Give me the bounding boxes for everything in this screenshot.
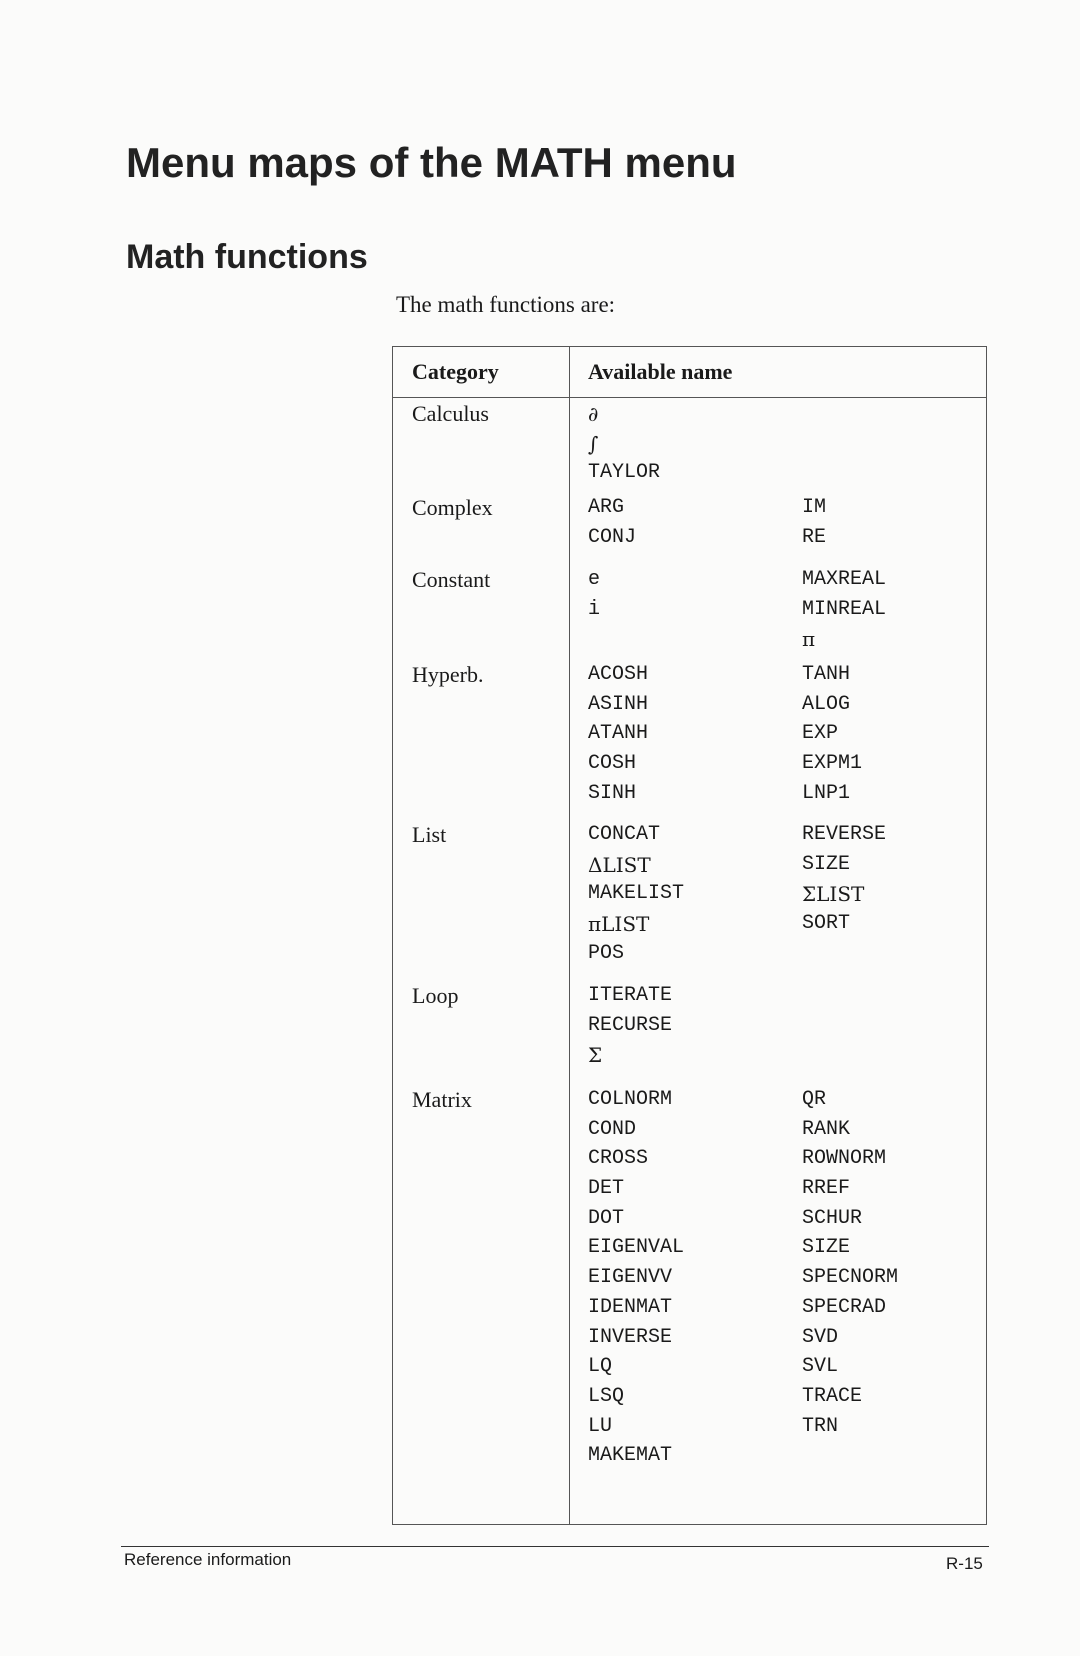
function-name: MAXREAL <box>802 568 887 591</box>
function-name: Σ <box>588 1043 603 1068</box>
function-name: CONCAT <box>588 823 661 846</box>
function-name: CROSS <box>588 1147 649 1171</box>
function-name: TRN <box>802 1414 839 1438</box>
section-heading: Math functions <box>126 238 368 276</box>
footer-section-title: Reference information <box>124 1550 292 1569</box>
names-column-left <box>588 1085 684 1471</box>
function-name: ΣLIST <box>802 882 865 907</box>
function-name: ROWNORM <box>802 1147 887 1171</box>
names-column-right <box>802 493 826 552</box>
names-column-left <box>588 981 672 1070</box>
header-category: Category <box>412 359 499 384</box>
function-name: ∂ <box>588 402 599 426</box>
function-name: MINREAL <box>802 597 887 621</box>
function-name: ARG <box>588 496 625 519</box>
category-label: Constant <box>412 567 491 592</box>
function-name: REVERSE <box>802 823 887 846</box>
function-name: LSQ <box>588 1384 625 1408</box>
category-label: List <box>412 822 447 847</box>
function-name: DOT <box>588 1206 625 1230</box>
names-column-left <box>588 565 600 624</box>
footer-rule <box>121 1546 989 1547</box>
function-name: IM <box>802 496 827 519</box>
names-column-left <box>588 493 636 552</box>
function-name: SPECNORM <box>802 1266 899 1290</box>
function-name: RREF <box>802 1177 851 1201</box>
function-name: EIGENVAL <box>588 1236 685 1260</box>
function-name: DET <box>588 1177 625 1201</box>
function-name: RECURSE <box>588 1013 673 1037</box>
names-column-right <box>802 820 886 939</box>
function-name: ASINH <box>588 692 649 716</box>
function-name: ACOSH <box>588 663 649 686</box>
function-name: TRACE <box>802 1384 863 1408</box>
intro-text: The math functions are: <box>396 292 616 317</box>
function-name: LU <box>588 1414 613 1438</box>
function-name: SORT <box>802 912 851 936</box>
header-divider <box>393 397 986 398</box>
header-available-name: Available name <box>588 359 733 384</box>
function-name: EXPM1 <box>802 752 863 776</box>
math-functions-table <box>392 346 987 1525</box>
function-name: ∫ <box>588 431 599 456</box>
function-name: RANK <box>802 1117 851 1141</box>
function-name: RE <box>802 525 827 549</box>
function-name: SIZE <box>802 852 851 876</box>
function-name: POS <box>588 941 625 965</box>
function-name: ATANH <box>588 722 649 746</box>
function-name: IDENMAT <box>588 1295 673 1319</box>
function-name: EIGENVV <box>588 1266 673 1290</box>
function-name: π <box>802 627 816 652</box>
names-column-right <box>802 565 886 654</box>
function-name: SVL <box>802 1355 839 1379</box>
function-name: ITERATE <box>588 984 673 1007</box>
function-name: COND <box>588 1117 637 1141</box>
function-name: LNP1 <box>802 781 851 805</box>
names-column-left <box>588 820 684 968</box>
function-name: LQ <box>588 1355 613 1379</box>
function-name: TAYLOR <box>588 461 661 485</box>
page-number: R-15 <box>946 1554 983 1573</box>
category-label: Hyperb. <box>412 662 484 687</box>
function-name: SIZE <box>802 1236 851 1260</box>
function-name: SINH <box>588 781 637 805</box>
names-column-right <box>802 660 862 808</box>
function-name: SPECRAD <box>802 1295 887 1319</box>
category-label: Loop <box>412 983 459 1008</box>
function-name: TANH <box>802 663 851 686</box>
function-name: πLIST <box>588 912 650 937</box>
function-name: ALOG <box>802 692 851 716</box>
function-name: INVERSE <box>588 1325 673 1349</box>
names-column-left <box>588 660 648 808</box>
names-column-left <box>588 399 660 488</box>
function-name: EXP <box>802 722 839 746</box>
page-heading: Menu maps of the MATH menu <box>126 139 737 186</box>
function-name: ΔLIST <box>588 852 651 877</box>
names-column-right <box>802 1085 898 1441</box>
function-name: CONJ <box>588 525 637 549</box>
function-name: MAKELIST <box>588 882 685 906</box>
function-name: e <box>588 568 601 591</box>
function-name: QR <box>802 1088 827 1111</box>
column-divider <box>569 347 570 1524</box>
function-name: COSH <box>588 752 637 776</box>
category-label: Complex <box>412 495 493 520</box>
function-name: COLNORM <box>588 1088 673 1111</box>
category-label: Calculus <box>412 401 489 426</box>
category-label: Matrix <box>412 1087 472 1112</box>
function-name: MAKEMAT <box>588 1444 673 1468</box>
function-name: SCHUR <box>802 1206 863 1230</box>
function-name: i <box>588 597 601 621</box>
function-name: SVD <box>802 1325 839 1349</box>
